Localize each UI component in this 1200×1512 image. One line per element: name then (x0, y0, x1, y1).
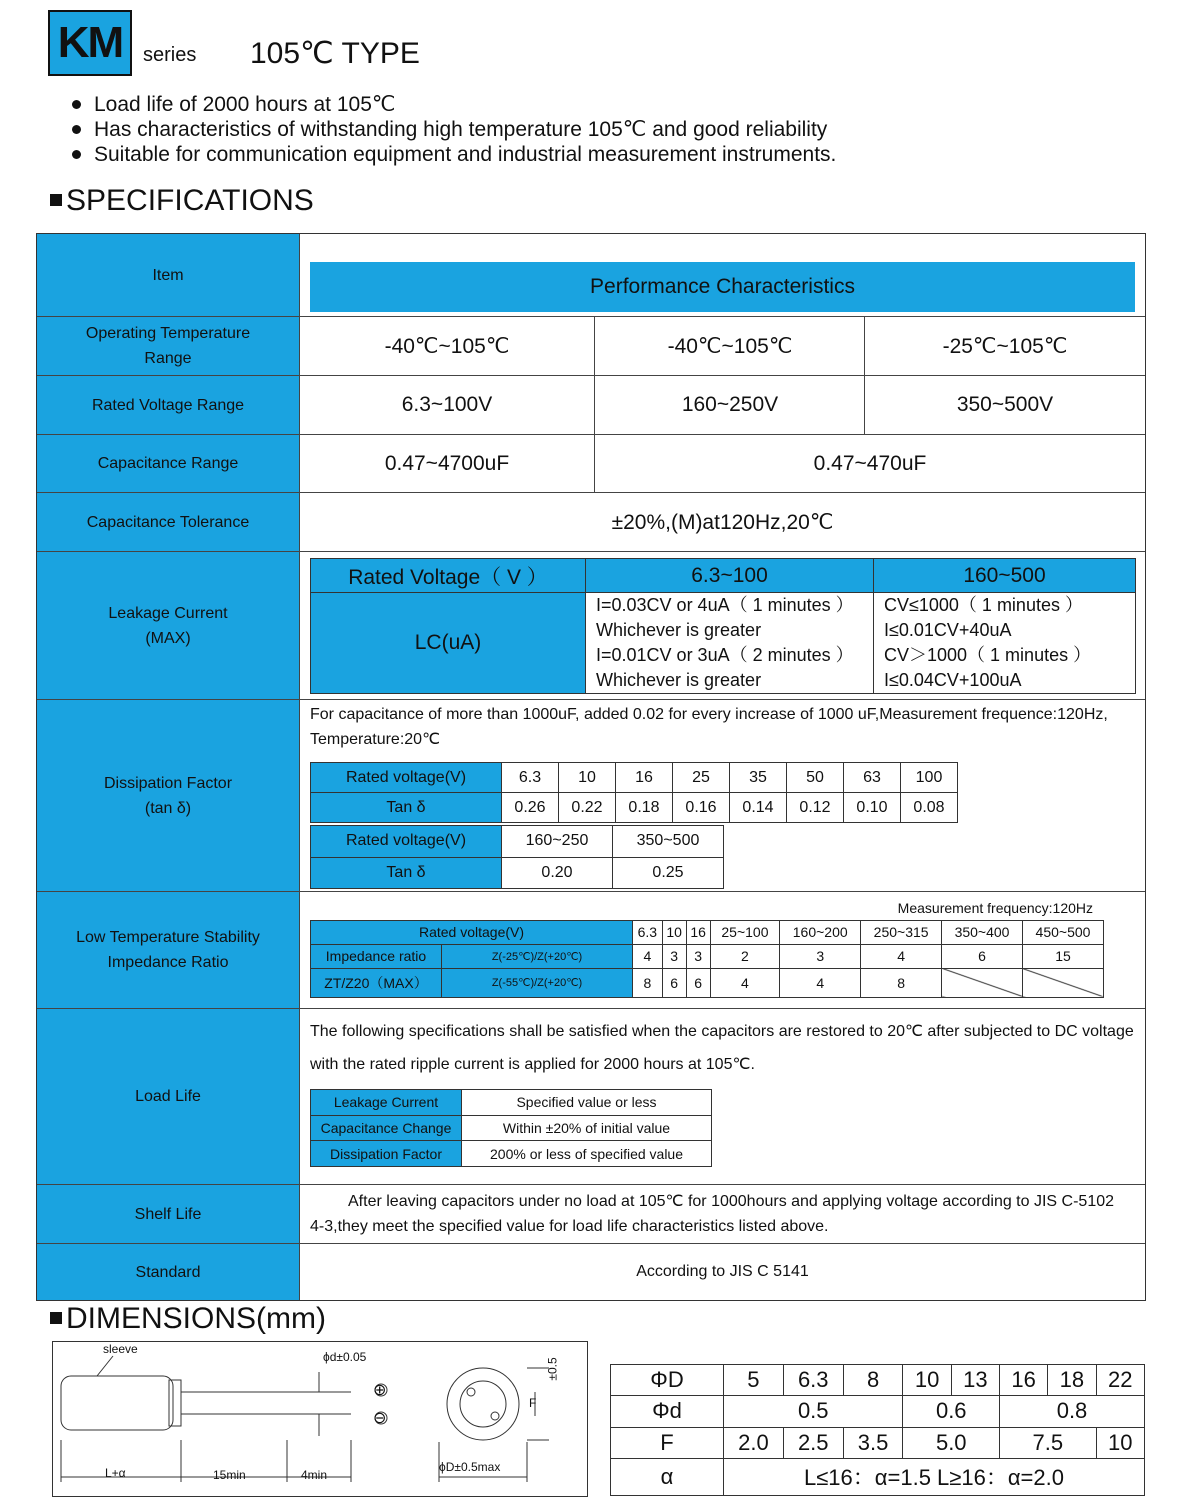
d-label: Φd (611, 1396, 724, 1427)
zt-label: ZT/Z20（MAX） (311, 968, 442, 997)
load-life-key: Dissipation Factor (311, 1141, 462, 1167)
capacitance-value: 0.47~4700uF (384, 451, 510, 475)
standard-label: Standard (135, 1263, 201, 1281)
voltage-cell: 250~315 (861, 921, 942, 945)
voltage-value: 350~500V (864, 376, 1145, 434)
load-life-key: Leakage Current (311, 1090, 462, 1116)
ratio-cell: 2 (710, 944, 780, 968)
rv-label: Rated voltage(V) (311, 826, 502, 858)
lc-high-header: 160~500 (874, 559, 1136, 593)
lc-label: LC(uA) (311, 593, 586, 694)
tan-cell: 0.20 (502, 857, 613, 889)
operating-temp-row (37, 316, 1145, 375)
D-cell: 6.3 (783, 1365, 843, 1396)
temp-value: -40℃~105℃ (594, 317, 865, 375)
measurement-frequency: Measurement frequency:120Hz (897, 900, 1093, 916)
D-cell: 16 (1000, 1365, 1048, 1396)
alpha-label: α (611, 1458, 724, 1495)
voltage-cell: 350~500 (613, 826, 724, 858)
load-life-row (37, 1008, 1145, 1184)
tan-cell: 0.14 (730, 793, 787, 823)
temp-value: -40℃~105℃ (384, 334, 510, 358)
load-life-text: The following specifications shall be satisfied when the capacitors are restored to 20℃ after subjected to DC voltage (310, 1023, 1134, 1040)
voltage-cell: 450~500 (1022, 921, 1103, 945)
square-bullet-icon (50, 194, 62, 206)
feature-item: Load life of 2000 hours at 105℃ (70, 92, 836, 117)
ratio-cell: 4 (780, 968, 861, 997)
rated-voltage-row (37, 375, 1145, 434)
tan-cell: 0.25 (613, 857, 724, 889)
impedance-ratio-label: Impedance ratio (311, 944, 442, 968)
specifications-heading: SPECIFICATIONS (50, 184, 314, 218)
item-header: Item (152, 266, 184, 284)
shelf-life-text: 4-3,they meet the specified value for load life characteristics listed above. (310, 1218, 829, 1235)
low-temp-label: Low Temperature Stability Impedance Ratio (76, 929, 260, 971)
specifications-table (36, 233, 1146, 1301)
capacitance-label: Capacitance Range (97, 455, 239, 472)
empty-cell (1022, 968, 1103, 997)
pm05-label: ±0.5 (545, 1357, 560, 1381)
voltage-cell: 160~200 (780, 921, 861, 945)
tan-cell: 0.08 (901, 793, 958, 823)
d-cell: 0.6 (903, 1396, 1000, 1427)
impedance-table (310, 920, 1104, 998)
voltage-cell: 50 (787, 763, 844, 793)
tan-table-high (310, 825, 724, 889)
standard-value: According to JIS C 5141 (636, 1263, 809, 1280)
standard-row (37, 1243, 1145, 1300)
F-label: F (611, 1427, 724, 1458)
f-label: F (529, 1396, 537, 1410)
voltage-value: 160~250V (594, 376, 865, 434)
shelf-life-row (37, 1184, 1145, 1243)
series-label: series (143, 44, 197, 66)
voltage-value: 6.3~100V (401, 393, 493, 416)
load-life-key: Capacitance Change (311, 1115, 462, 1141)
phid-label: ϕd±0.05 (323, 1350, 367, 1364)
D-cell: 5 (724, 1365, 784, 1396)
ratio-cell: 8 (633, 968, 663, 997)
tan-cell: 0.16 (673, 793, 730, 823)
square-bullet-icon (50, 1312, 62, 1324)
leakage-row (37, 551, 1145, 699)
shelf-life-label: Shelf Life (134, 1205, 202, 1223)
F-cell: 10 (1096, 1427, 1144, 1458)
feature-item: Suitable for communication equipment and industrial measurement instruments. (70, 142, 836, 167)
voltage-cell: 160~250 (502, 826, 613, 858)
d-cell: 0.8 (1000, 1396, 1145, 1427)
rated-voltage-label: Rated Voltage Range (91, 396, 245, 414)
ratio-cell: 6 (942, 944, 1023, 968)
length-label: L+α (105, 1466, 126, 1480)
load-life-value: Specified value or less (462, 1090, 712, 1116)
D-cell: 10 (903, 1365, 951, 1396)
min15-label: 15min (213, 1468, 246, 1482)
alpha-cell: L≤16：α=1.5 L≥16：α=2.0 (724, 1458, 1145, 1495)
feature-item: Has characteristics of withstanding high temperature 105℃ and good reliability (70, 117, 836, 142)
ratio-cell: 6 (686, 968, 710, 997)
voltage-cell: 25 (673, 763, 730, 793)
phiD-label: ϕD±0.5max (439, 1460, 501, 1474)
ratio-cell: 3 (780, 944, 861, 968)
sleeve-label: sleeve (103, 1342, 138, 1356)
tan-table (310, 762, 958, 823)
dimensions-heading: DIMENSIONS(mm) (50, 1302, 326, 1336)
voltage-cell: 10 (662, 921, 686, 945)
voltage-cell: 16 (686, 921, 710, 945)
ratio-cell: 3 (686, 944, 710, 968)
min4-label: 4min (301, 1468, 328, 1482)
ratio-cell: 15 (1022, 944, 1103, 968)
tan-cell: 0.26 (502, 793, 559, 823)
lc-rated-header: Rated Voltage（ V ） (311, 559, 586, 593)
load-life-value: 200% or less of specified value (462, 1141, 712, 1167)
D-label: ΦD (611, 1365, 724, 1396)
temp-value: -25℃~105℃ (864, 317, 1145, 375)
voltage-cell: 35 (730, 763, 787, 793)
D-cell: 22 (1096, 1365, 1144, 1396)
z25-label: Z(-25℃)/Z(+20℃) (442, 944, 633, 968)
voltage-cell: 63 (844, 763, 901, 793)
F-cell: 5.0 (903, 1427, 1000, 1458)
rv-label: Rated voltage(V) (311, 763, 502, 793)
D-cell: 8 (843, 1365, 903, 1396)
voltage-cell: 16 (616, 763, 673, 793)
tolerance-label: Capacitance Tolerance (86, 513, 250, 531)
voltage-cell: 25~100 (710, 921, 780, 945)
ratio-cell: 8 (861, 968, 942, 997)
ratio-cell: 4 (861, 944, 942, 968)
lc-high-formula: CV≤1000（ 1 minutes ） I≤0.01CV+40uA CV＞1000（ 1 minutes ） I≤0.04CV+100uA (874, 593, 1136, 694)
plus-icon: ⊕ (373, 1382, 387, 1399)
voltage-cell: 350~400 (942, 921, 1023, 945)
voltage-cell: 6.3 (633, 921, 663, 945)
feature-list (70, 92, 836, 167)
header-row (37, 234, 1145, 316)
F-cell: 2.5 (783, 1427, 843, 1458)
operating-temp-label: Operating Temperature Range (85, 325, 251, 367)
ratio-cell: 3 (662, 944, 686, 968)
F-cell: 3.5 (843, 1427, 903, 1458)
F-cell: 2.0 (724, 1427, 784, 1458)
performance-header: Performance Characteristics (310, 262, 1135, 312)
F-cell: 7.5 (1000, 1427, 1097, 1458)
tan-cell: 0.22 (559, 793, 616, 823)
tolerance-row (37, 492, 1145, 551)
load-life-text: with the rated ripple current is applied for 2000 hours at 105℃. (310, 1056, 755, 1073)
lc-low-header: 6.3~100 (586, 559, 874, 593)
dimensions-table (610, 1364, 1145, 1496)
tolerance-value: ±20%,(M)at120Hz,20℃ (611, 510, 834, 534)
ratio-cell: 6 (662, 968, 686, 997)
leakage-label: Leakage Current (MAX) (108, 604, 228, 647)
capacitor-diagram (52, 1341, 588, 1497)
voltage-cell: 100 (901, 763, 958, 793)
load-life-label: Load Life (135, 1088, 201, 1105)
leakage-table (310, 558, 1136, 694)
low-temp-row (37, 891, 1145, 1008)
type-title: 105℃ TYPE (250, 37, 420, 70)
z55-label: Z(-55℃)/Z(+20℃) (442, 968, 633, 997)
perf-header-cell (299, 234, 1145, 316)
ratio-cell: 4 (633, 944, 663, 968)
voltage-cell: 10 (559, 763, 616, 793)
dissipation-row (37, 699, 1145, 891)
dissipation-note: Temperature:20℃ (310, 731, 441, 748)
series-logo: KM (48, 10, 132, 76)
shelf-life-text: After leaving capacitors under no load at 105℃ for 1000hours and applying voltage according to JIS C-5102 (348, 1193, 1115, 1210)
capacitance-row (37, 434, 1145, 492)
tan-label: Tan δ (311, 857, 502, 889)
D-cell: 13 (951, 1365, 999, 1396)
lc-low-formula: I=0.03CV or 4uA（ 1 minutes ） Whichever is greater I=0.01CV or 3uA（ 2 minutes ） Whichever is greater (586, 593, 874, 694)
D-cell: 18 (1048, 1365, 1096, 1396)
load-life-table (310, 1089, 712, 1167)
voltage-cell: 6.3 (502, 763, 559, 793)
minus-icon: ⊖ (373, 1410, 387, 1427)
capacitance-value: 0.47~470uF (594, 435, 1145, 492)
tan-cell: 0.12 (787, 793, 844, 823)
dissipation-note: For capacitance of more than 1000uF, added 0.02 for every increase of 1000 uF,Measurement frequence:120Hz, (310, 706, 1108, 723)
tan-cell: 0.10 (844, 793, 901, 823)
empty-cell (942, 968, 1023, 997)
d-cell: 0.5 (724, 1396, 903, 1427)
ratio-cell: 4 (710, 968, 780, 997)
dissipation-label: Dissipation Factor (tan δ) (103, 774, 233, 817)
rv-label: Rated voltage(V) (311, 921, 633, 945)
tan-cell: 0.18 (616, 793, 673, 823)
tan-label: Tan δ (311, 793, 502, 823)
load-life-value: Within ±20% of initial value (462, 1115, 712, 1141)
